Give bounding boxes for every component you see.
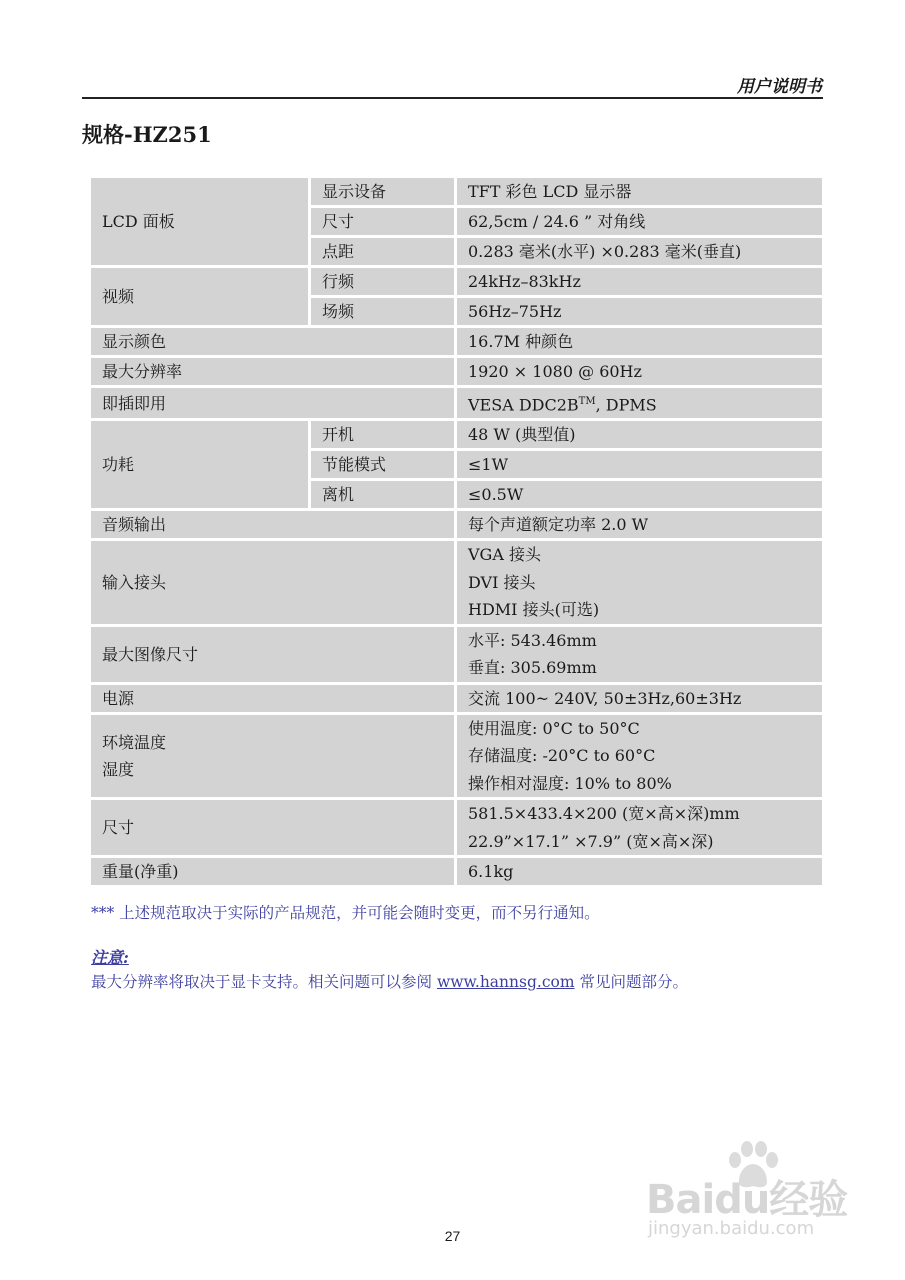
row-value: 水平: 543.46mm 垂直: 305.69mm [454,627,822,682]
sub-label: 离机 [308,481,454,508]
row-value: 使用温度: 0°C to 50°C 存储温度: -20°C to 60°C 操作相对湿度: 10% to 80% [454,715,822,798]
row-label: 音频输出 [91,511,454,538]
row-label: 功耗 [91,421,308,508]
table-row [91,388,822,418]
sub-label: 尺寸 [308,208,454,235]
row-value: VESA DDC2B™, DPMS [454,388,822,418]
table-row [91,328,822,355]
row-value: TFT 彩色 LCD 显示器 [454,178,822,205]
row-value: 581.5×433.4×200 (宽×高×深)mm 22.9”×17.1” ×7.9” (宽×高×深) [454,800,822,855]
watermark-url: jingyan.baidu.com [648,1218,815,1239]
table-row [91,627,822,682]
row-value: VGA 接头 DVI 接头 HDMI 接头(可选) [454,541,822,624]
row-label: 最大图像尺寸 [91,627,454,682]
row-value: 24kHz–83kHz [454,268,822,295]
table-row [91,715,822,798]
spec-table [91,175,822,888]
table-row [91,541,822,624]
table-row [91,178,822,205]
row-label: 重量(净重) [91,858,454,885]
attention-heading: 注意: [91,948,129,967]
row-value: 62,5cm / 24.6 ” 对角线 [454,208,822,235]
page-title: 规格-HZ251 [82,122,212,147]
row-label: LCD 面板 [91,178,308,265]
table-row [91,268,822,295]
row-value: 0.283 毫米(水平) ×0.283 毫米(垂直) [454,238,822,265]
table-row [91,358,822,385]
table-row [91,858,822,885]
sub-label: 点距 [308,238,454,265]
row-value: 56Hz–75Hz [454,298,822,325]
row-label: 最大分辨率 [91,358,454,385]
disclaimer-note: *** 上述规范取决于实际的产品规范，并可能会随时变更，而不另行通知。 [91,904,600,922]
row-label: 输入接头 [91,541,454,624]
row-label: 即插即用 [91,388,454,418]
website-link[interactable]: www.hannsg.com [436,973,575,991]
sub-label: 显示设备 [308,178,454,205]
row-value: ≤0.5W [454,481,822,508]
row-value: 48 W (典型值) [454,421,822,448]
sub-label: 节能模式 [308,451,454,478]
row-label: 尺寸 [91,800,454,855]
row-label: 环境温度 湿度 [91,715,454,798]
row-value: 16.7M 种颜色 [454,328,822,355]
row-value: 交流 100~ 240V, 50±3Hz,60±3Hz [454,685,822,712]
watermark-brand: Baidu经验 [646,1177,848,1223]
row-value: ≤1W [454,451,822,478]
sub-label: 开机 [308,421,454,448]
header-title: 用户说明书 [737,77,822,97]
attention-text: 最大分辨率将取决于显卡支持。相关问题可以参阅 www.hannsg.com 常见问题部分。 [91,973,688,991]
row-label: 显示颜色 [91,328,454,355]
sub-label: 行频 [308,268,454,295]
row-value: 每个声道额定功率 2.0 W [454,511,822,538]
page-number: 27 [444,1228,461,1244]
table-row [91,685,822,712]
table-row [91,511,822,538]
row-value: 6.1kg [454,858,822,885]
row-label: 视频 [91,268,308,325]
sub-label: 场频 [308,298,454,325]
row-label: 电源 [91,685,454,712]
header-divider [82,97,823,99]
row-value: 1920 × 1080 @ 60Hz [454,358,822,385]
table-row [91,421,822,448]
table-row [91,800,822,855]
